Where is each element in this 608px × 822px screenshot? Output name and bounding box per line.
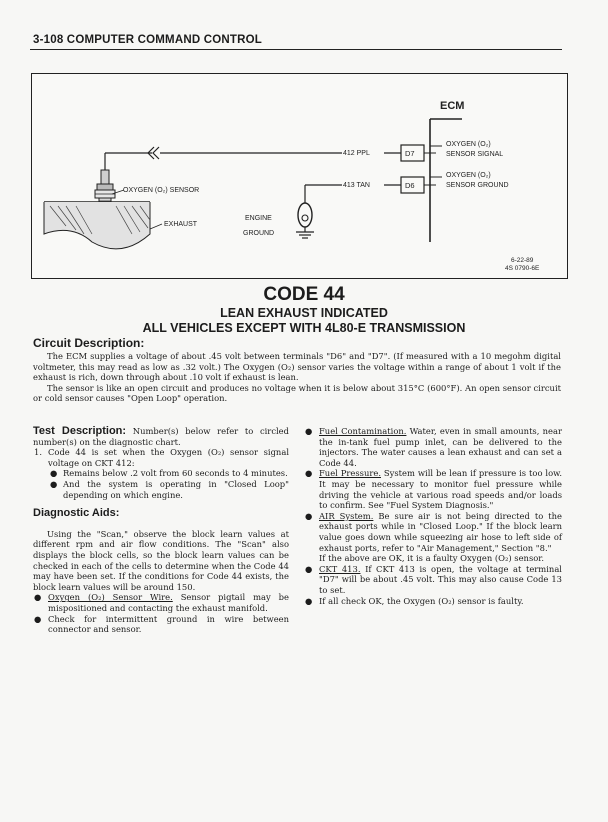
aid-text-fuel-pressure: System will be lean if pressure is too low. It may be necessary to monitor fuel pressure while driving the vehicle at various road speeds and/or loads to confirm. See "Fuel System Diagnosis." — [319, 468, 562, 511]
circuit-paragraph-1: The ECM supplies a voltage of about .45 volt between terminals "D6" and "D7". (If measured with a 10 megohm digital voltmeter, this may read as low as .32 volt.) The Oxygen (O₂) sensor varies the voltage within a range of about 1 volt if the exhaust is rich, down through about .10 volt if exhaust is lean. — [33, 351, 561, 383]
bullet-icon: ● — [305, 468, 313, 479]
aid-bullet-ground — [33, 614, 289, 635]
test-item-1-text: Code 44 is set when the Oxygen (O₂) sensor signal voltage on CKT 412: — [48, 447, 289, 468]
bullet-icon: ● — [50, 468, 58, 479]
aid-bullet-ckt-413 — [304, 564, 562, 596]
aid-text-air-followup: If the above are OK, it is a faulty Oxygen (O₂) sensor. — [319, 553, 545, 564]
figure-date: 6-22-89 — [511, 257, 534, 264]
aid-air-system-followup — [304, 553, 562, 564]
pin-d6-label: D6 — [405, 181, 415, 190]
ground-label-line2: SENSOR GROUND — [446, 182, 509, 189]
signal-label-line1: OXYGEN (O₂) — [446, 141, 491, 148]
aid-text-ckt-413: If CKT 413 is open, the voltage at terminal "D7" will be about .45 volt. This may also cause Code 13 to set. — [319, 563, 562, 595]
left-column — [33, 426, 289, 635]
signal-label-line2: SENSOR SIGNAL — [446, 151, 504, 158]
wire-412-label: 412 PPL — [343, 150, 370, 157]
test-subitem-1 — [33, 468, 289, 479]
subtitle-lean-exhaust: LEAN EXHAUST INDICATED — [220, 306, 388, 320]
header-rule — [30, 49, 562, 50]
aid-bullet-final-check — [304, 596, 562, 607]
bullet-icon: ● — [305, 563, 313, 574]
aid-bullet-o2-wire — [33, 592, 289, 613]
wire-413-label: 413 TAN — [343, 182, 370, 189]
aid-text-o2-wire: Sensor pigtail may be mispositioned and contacting the exhaust manifold. — [48, 592, 289, 613]
circuit-description — [33, 351, 561, 404]
exhaust-pipe — [44, 202, 150, 249]
ground-label-line1: OXYGEN (O₂) — [446, 172, 491, 179]
pin-d7-label: D7 — [405, 149, 415, 158]
test-description-heading: Test Description: — [33, 425, 127, 437]
aid-text-fuel-contamination: Water, even in small amounts, near the in-tank fuel pump inlet, can be delivered to the injectors. The water causes a lean exhaust and can set a Code 44. — [319, 426, 562, 468]
page-header: 3-108 COMPUTER COMMAND CONTROL — [33, 34, 262, 46]
test-item-1 — [33, 447, 289, 468]
aid-bullet-fuel-contamination — [304, 426, 562, 468]
bullet-icon: ● — [34, 613, 42, 624]
test-description — [33, 426, 289, 447]
aid-text-final-check: If all check OK, the Oxygen (O₂) sensor is faulty. — [319, 595, 524, 606]
figure-id: 4S 0790-6E — [505, 265, 540, 272]
sensor-label: OXYGEN (O₂) SENSOR — [123, 187, 200, 194]
circuit-paragraph-2: The sensor is like an open circuit and produces no voltage when it is below about 315°C (600°F). An open sensor circuit or cold sensor causes "Open Loop" operation. — [33, 382, 561, 404]
test-subitem-2 — [33, 479, 289, 500]
code-title: CODE 44 — [263, 284, 345, 305]
diagnostic-aids-paragraph: Using the "Scan," observe the block learn values at different rpm and air flow conditions. The "Scan" also displays the block cells, so the block learn values can be checked in each of the cells to determine when the Code 44 may have been set. If the conditions for Code 44 exists, the block learn values will be around 150. — [33, 528, 289, 592]
bullet-icon: ● — [305, 426, 313, 436]
aid-bullet-air-system — [304, 511, 562, 553]
aid-title-fuel-pressure: Fuel Pressure. — [319, 468, 381, 479]
bullet-icon: ● — [34, 592, 42, 603]
aid-text-ground: Check for intermittent ground in wire between connector and sensor. — [48, 613, 289, 635]
engine-ground-label-line2: GROUND — [243, 230, 275, 237]
subtitle-vehicles: ALL VEHICLES EXCEPT WITH 4L80-E TRANSMISSION — [142, 321, 466, 335]
diagnostic-aids-heading: Diagnostic Aids: — [33, 507, 120, 520]
circuit-description-heading: Circuit Description: — [33, 336, 145, 350]
ecm-label: ECM — [440, 100, 465, 112]
test-subitem-2-text: And the system is operating in "Closed Loop" depending on which engine. — [63, 478, 289, 500]
test-subitem-1-text: Remains below .2 volt from 60 seconds to 4 minutes. — [63, 468, 288, 479]
bullet-icon: ● — [305, 510, 313, 521]
engine-ground-label-line1: ENGINE — [245, 215, 272, 222]
aid-title-o2-wire: Oxygen (O₂) Sensor Wire. — [48, 592, 173, 603]
aid-text-air-system: Be sure air is not being directed to the exhaust ports while in "Closed Loop." If the block learn value goes down while squeezing air hose to left side of exhaust ports, refer to "Air Management," Section "8." — [319, 510, 562, 553]
aid-title-ckt-413: CKT 413. — [319, 563, 361, 574]
test-description-intro: Number(s) below refer to circled number(s) on the diagnostic chart. — [33, 426, 290, 447]
bullet-icon: ● — [305, 595, 313, 606]
exhaust-label: EXHAUST — [164, 221, 198, 228]
right-column — [304, 426, 562, 606]
bullet-icon: ● — [50, 478, 58, 489]
item-number: 1. — [34, 447, 42, 458]
aid-title-air-system: AIR System. — [319, 510, 374, 521]
aid-title-fuel-contamination: Fuel Contamination. — [319, 426, 407, 436]
circuit-diagram — [31, 73, 568, 279]
aid-bullet-fuel-pressure — [304, 468, 562, 510]
